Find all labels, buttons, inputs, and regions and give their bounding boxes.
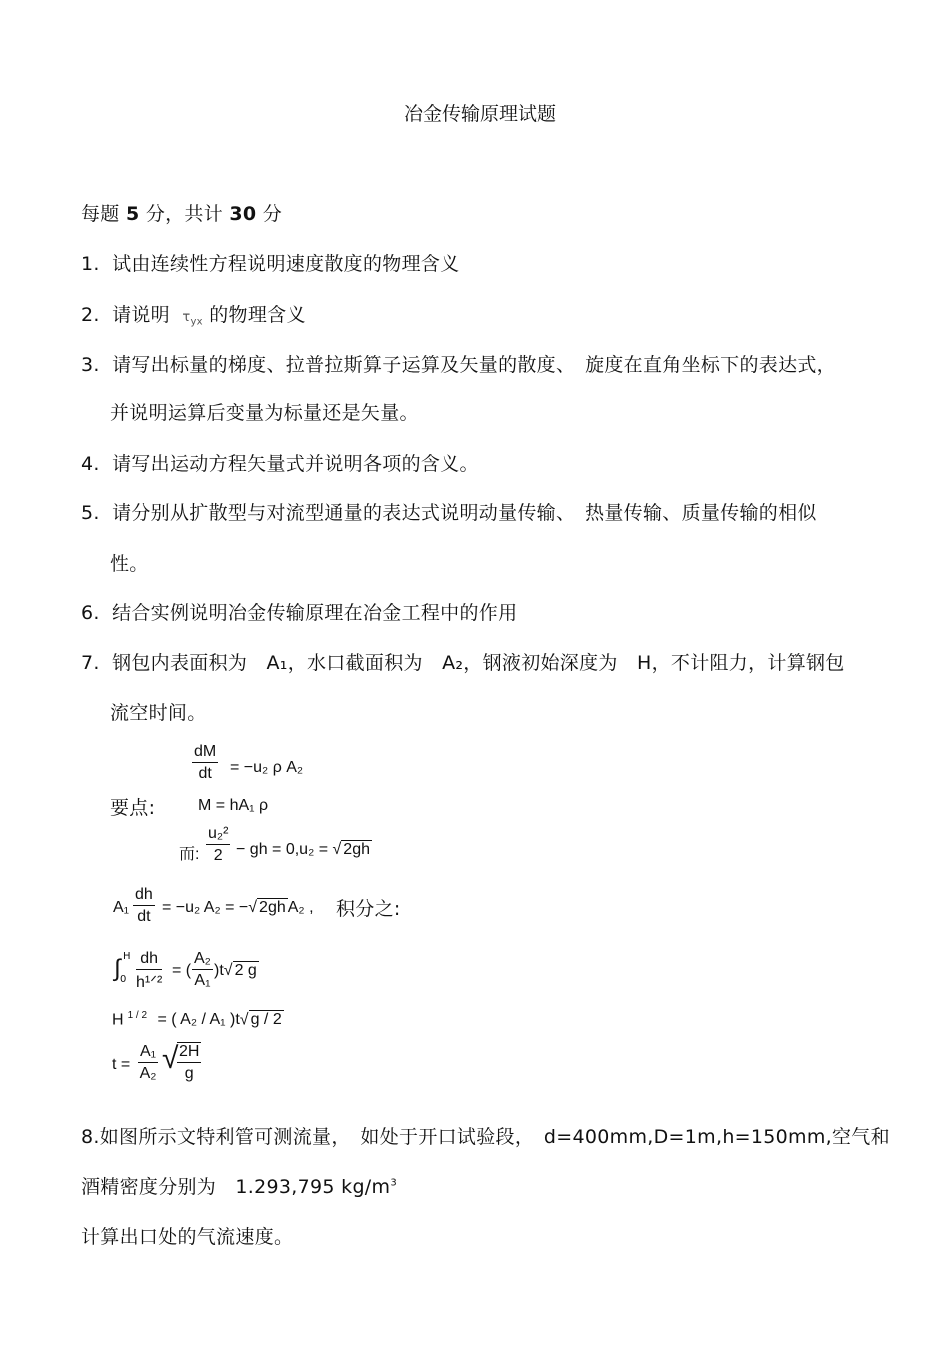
eq5-rhs: )t√ 2 g — [214, 962, 257, 979]
eq1-rhs: = −u₂ ρ A₂ — [230, 759, 304, 776]
scoring-mid: 分，共计 — [145, 203, 224, 225]
question-text: 试由连续性方程说明速度散度的物理含义 — [112, 253, 460, 275]
integral-upper: H — [123, 951, 131, 962]
question-3 — [81, 350, 836, 377]
question-3-line-2: 并说明运算后变量为标量还是矢量。 — [110, 402, 419, 424]
eq1-fraction: $\frac{dM}{dt}$ — [194, 743, 217, 782]
integral-sign: ∫ — [114, 955, 121, 982]
question-5-line-2: 性。 — [110, 553, 149, 575]
question-2 — [81, 300, 306, 328]
integral-lower: 0 — [120, 974, 127, 985]
question-6 — [81, 598, 517, 625]
scoring-prefix: 每题 — [81, 203, 120, 225]
eq2: M = hA₁ ρ — [198, 797, 269, 814]
eq3-fraction: $\frac{\text{u₂²}}{2}$ — [208, 825, 229, 864]
question-text: 请写出运动方程矢量式并说明各项的含义。 — [112, 453, 479, 475]
question-number: 7. — [81, 652, 100, 674]
eq7-sqrt-fraction: $\frac{2H}{g}$ — [179, 1043, 200, 1082]
question-number: 6. — [81, 602, 100, 624]
eq4-note: 积分之: — [336, 898, 401, 920]
radical-sign: √ — [162, 1042, 179, 1075]
question-number: 5. — [81, 502, 100, 524]
scoring-total: 30 — [229, 203, 257, 225]
tau-symbol: $\tau_{yx}$ — [182, 310, 203, 328]
question-text: 请说明 — [112, 304, 170, 326]
eq5-mid: = ( — [172, 962, 192, 979]
eq5-fraction-2: $\frac{\text{A₂}}{\text{A₁}}$ — [194, 950, 211, 989]
question-text: 钢包内表面积为 A₁，水口截面积为 A₂，钢液初始深度为 H，不计阻力，计算钢包 — [112, 652, 845, 674]
eq3-prefix: 而: — [179, 846, 200, 863]
question-number: 4. — [81, 453, 100, 475]
eq4-fraction: $\frac{dh}{dt}$ — [135, 886, 153, 925]
question-text: 结合实例说明冶金传输原理在冶金工程中的作用 — [112, 602, 518, 624]
question-1 — [81, 249, 459, 276]
question-text: 的物理含义 — [209, 304, 306, 326]
question-8-line-2: 酒精密度分别为 1.293,795 $kg/m^3$ — [81, 1176, 397, 1198]
question-number: 2. — [81, 304, 100, 326]
question-5 — [81, 498, 817, 525]
question-text: 请写出标量的梯度、拉普拉斯算子运算及矢量的散度、 旋度在直角坐标下的表达式， — [112, 354, 836, 376]
question-8: 8.如图所示文特利管可测流量， 如处于开口试验段， d=400mm,D=1m,h=150mm,空气和 — [81, 1126, 890, 1148]
question-text: 请分别从扩散型与对流型通量的表达式说明动量传输、 热量传输、质量传输的相似 — [112, 502, 817, 524]
eq6: H $^{1 / 2}$ = ( A₂ / A₁ )t√ g / 2 — [112, 1010, 282, 1029]
scoring-suffix: 分 — [262, 203, 283, 225]
question-number: 3. — [81, 354, 100, 376]
eq5-fraction: dh h¹ᐟ² — [136, 950, 163, 991]
solution-label: 要点: — [110, 797, 156, 819]
question-8-line-3: 计算出口处的气流速度。 — [81, 1226, 294, 1248]
question-4 — [81, 449, 479, 476]
scoring-points: 5 — [125, 203, 140, 225]
eq4-lhs: A₁ — [113, 899, 130, 916]
eq7-fraction: $\frac{\text{A₁}}{\text{A₂}}$ — [139, 1043, 157, 1082]
question-7-line-2: 流空时间。 — [110, 702, 207, 724]
question-number: 1. — [81, 253, 100, 275]
scoring-line — [81, 199, 282, 226]
eq3-rhs: − gh = 0,u₂ = √ 2gh — [236, 841, 370, 858]
eq4-rhs: = −u₂ A₂ = −√ 2gh A₂ , — [162, 899, 314, 916]
page-title: 冶金传输原理试题 — [404, 103, 557, 125]
question-7 — [81, 648, 845, 675]
eq7-lhs: t = — [112, 1056, 131, 1073]
